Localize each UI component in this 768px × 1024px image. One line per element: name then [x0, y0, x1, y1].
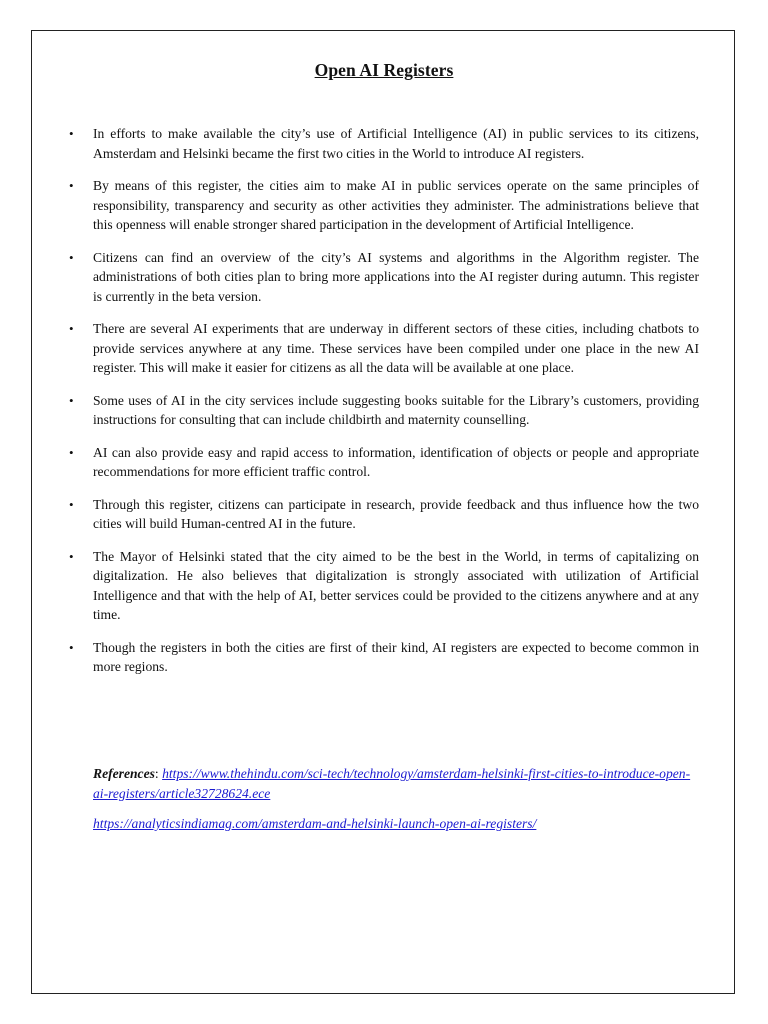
bullet-icon: •: [69, 548, 74, 564]
bullet-icon: •: [69, 639, 74, 655]
bullet-text: Through this register, citizens can participate in research, provide feedback and thus influence how the two cities will build Human-centred AI in the future.: [93, 496, 699, 532]
page-title: Open AI Registers: [314, 60, 454, 80]
list-item: [58, 443, 699, 482]
list-item: [58, 319, 699, 378]
bullet-icon: •: [69, 177, 74, 193]
bullet-text: The Mayor of Helsinki stated that the city aimed to be the best in the World, in terms of capitalizing on digitalization. He also believes that digitalization is strongly associated with utilization of Artificial Intelligence and that with the help of AI, better services could be provided to the citizens anywhere and at any time.: [93, 548, 699, 623]
list-item: [58, 124, 699, 163]
bullet-icon: •: [69, 249, 74, 265]
bullet-icon: •: [69, 392, 74, 408]
list-item: [58, 547, 699, 625]
list-item: [58, 391, 699, 430]
references-label: References: [93, 766, 155, 781]
reference-line-1: [93, 764, 699, 803]
list-item: [58, 638, 699, 677]
references-separator: :: [154, 766, 159, 781]
reference-link-analyticsindiamag[interactable]: https://analyticsindiamag.com/amsterdam-and-helsinki-launch-open-ai-registers/: [93, 816, 537, 832]
reference-line-2: [93, 814, 699, 834]
list-item: [58, 495, 699, 534]
bullet-icon: •: [69, 444, 74, 460]
bullet-text: In efforts to make available the city’s use of Artificial Intelligence (AI) in public services to its citizens, Amsterdam and Helsinki became the first two cities in the World to introduce AI registers.: [93, 126, 699, 161]
list-item: [58, 176, 699, 235]
bullet-list: [58, 124, 699, 690]
bullet-text: Citizens can find an overview of the city’s AI systems and algorithms in the Algorithm register. The administrations of both cities plan to bring more applications into the AI register during autumn. This register is currently in the beta version.: [93, 249, 699, 304]
bullet-icon: •: [69, 126, 74, 141]
bullet-icon: •: [69, 321, 74, 337]
bullet-text: There are several AI experiments that are underway in different sectors of these cities, including chatbots to provide services anywhere at any time. These services have been compiled under one place in the new AI register. This will make it easier for citizens as all the data will be available at one place.: [93, 321, 699, 376]
bullet-text: Though the registers in both the cities are first of their kind, AI registers are expected to become common in more regions.: [93, 639, 699, 675]
bullet-text: By means of this register, the cities aim to make AI in public services operate on the same principles of responsibility, transparency and security as other activities they administer. The administrations believe that this openness will enable stronger shared participation in the development of Artificial Intelligence.: [93, 177, 699, 233]
references-section: [93, 764, 699, 834]
reference-link-thehindu[interactable]: https://www.thehindu.com/sci-tech/technology/amsterdam-helsinki-first-cities-to-introduce-open-ai-registers/article32728624.ece: [93, 766, 691, 801]
list-item: [58, 248, 699, 307]
bullet-icon: •: [69, 496, 74, 512]
bullet-text: Some uses of AI in the city services include suggesting books suitable for the Library’s customers, providing instructions for consulting that can include childbirth and maternity counselling.: [93, 392, 699, 428]
bullet-text: AI can also provide easy and rapid access to information, identification of objects or people and appropriate recommendations for more efficient traffic control.: [93, 444, 699, 480]
